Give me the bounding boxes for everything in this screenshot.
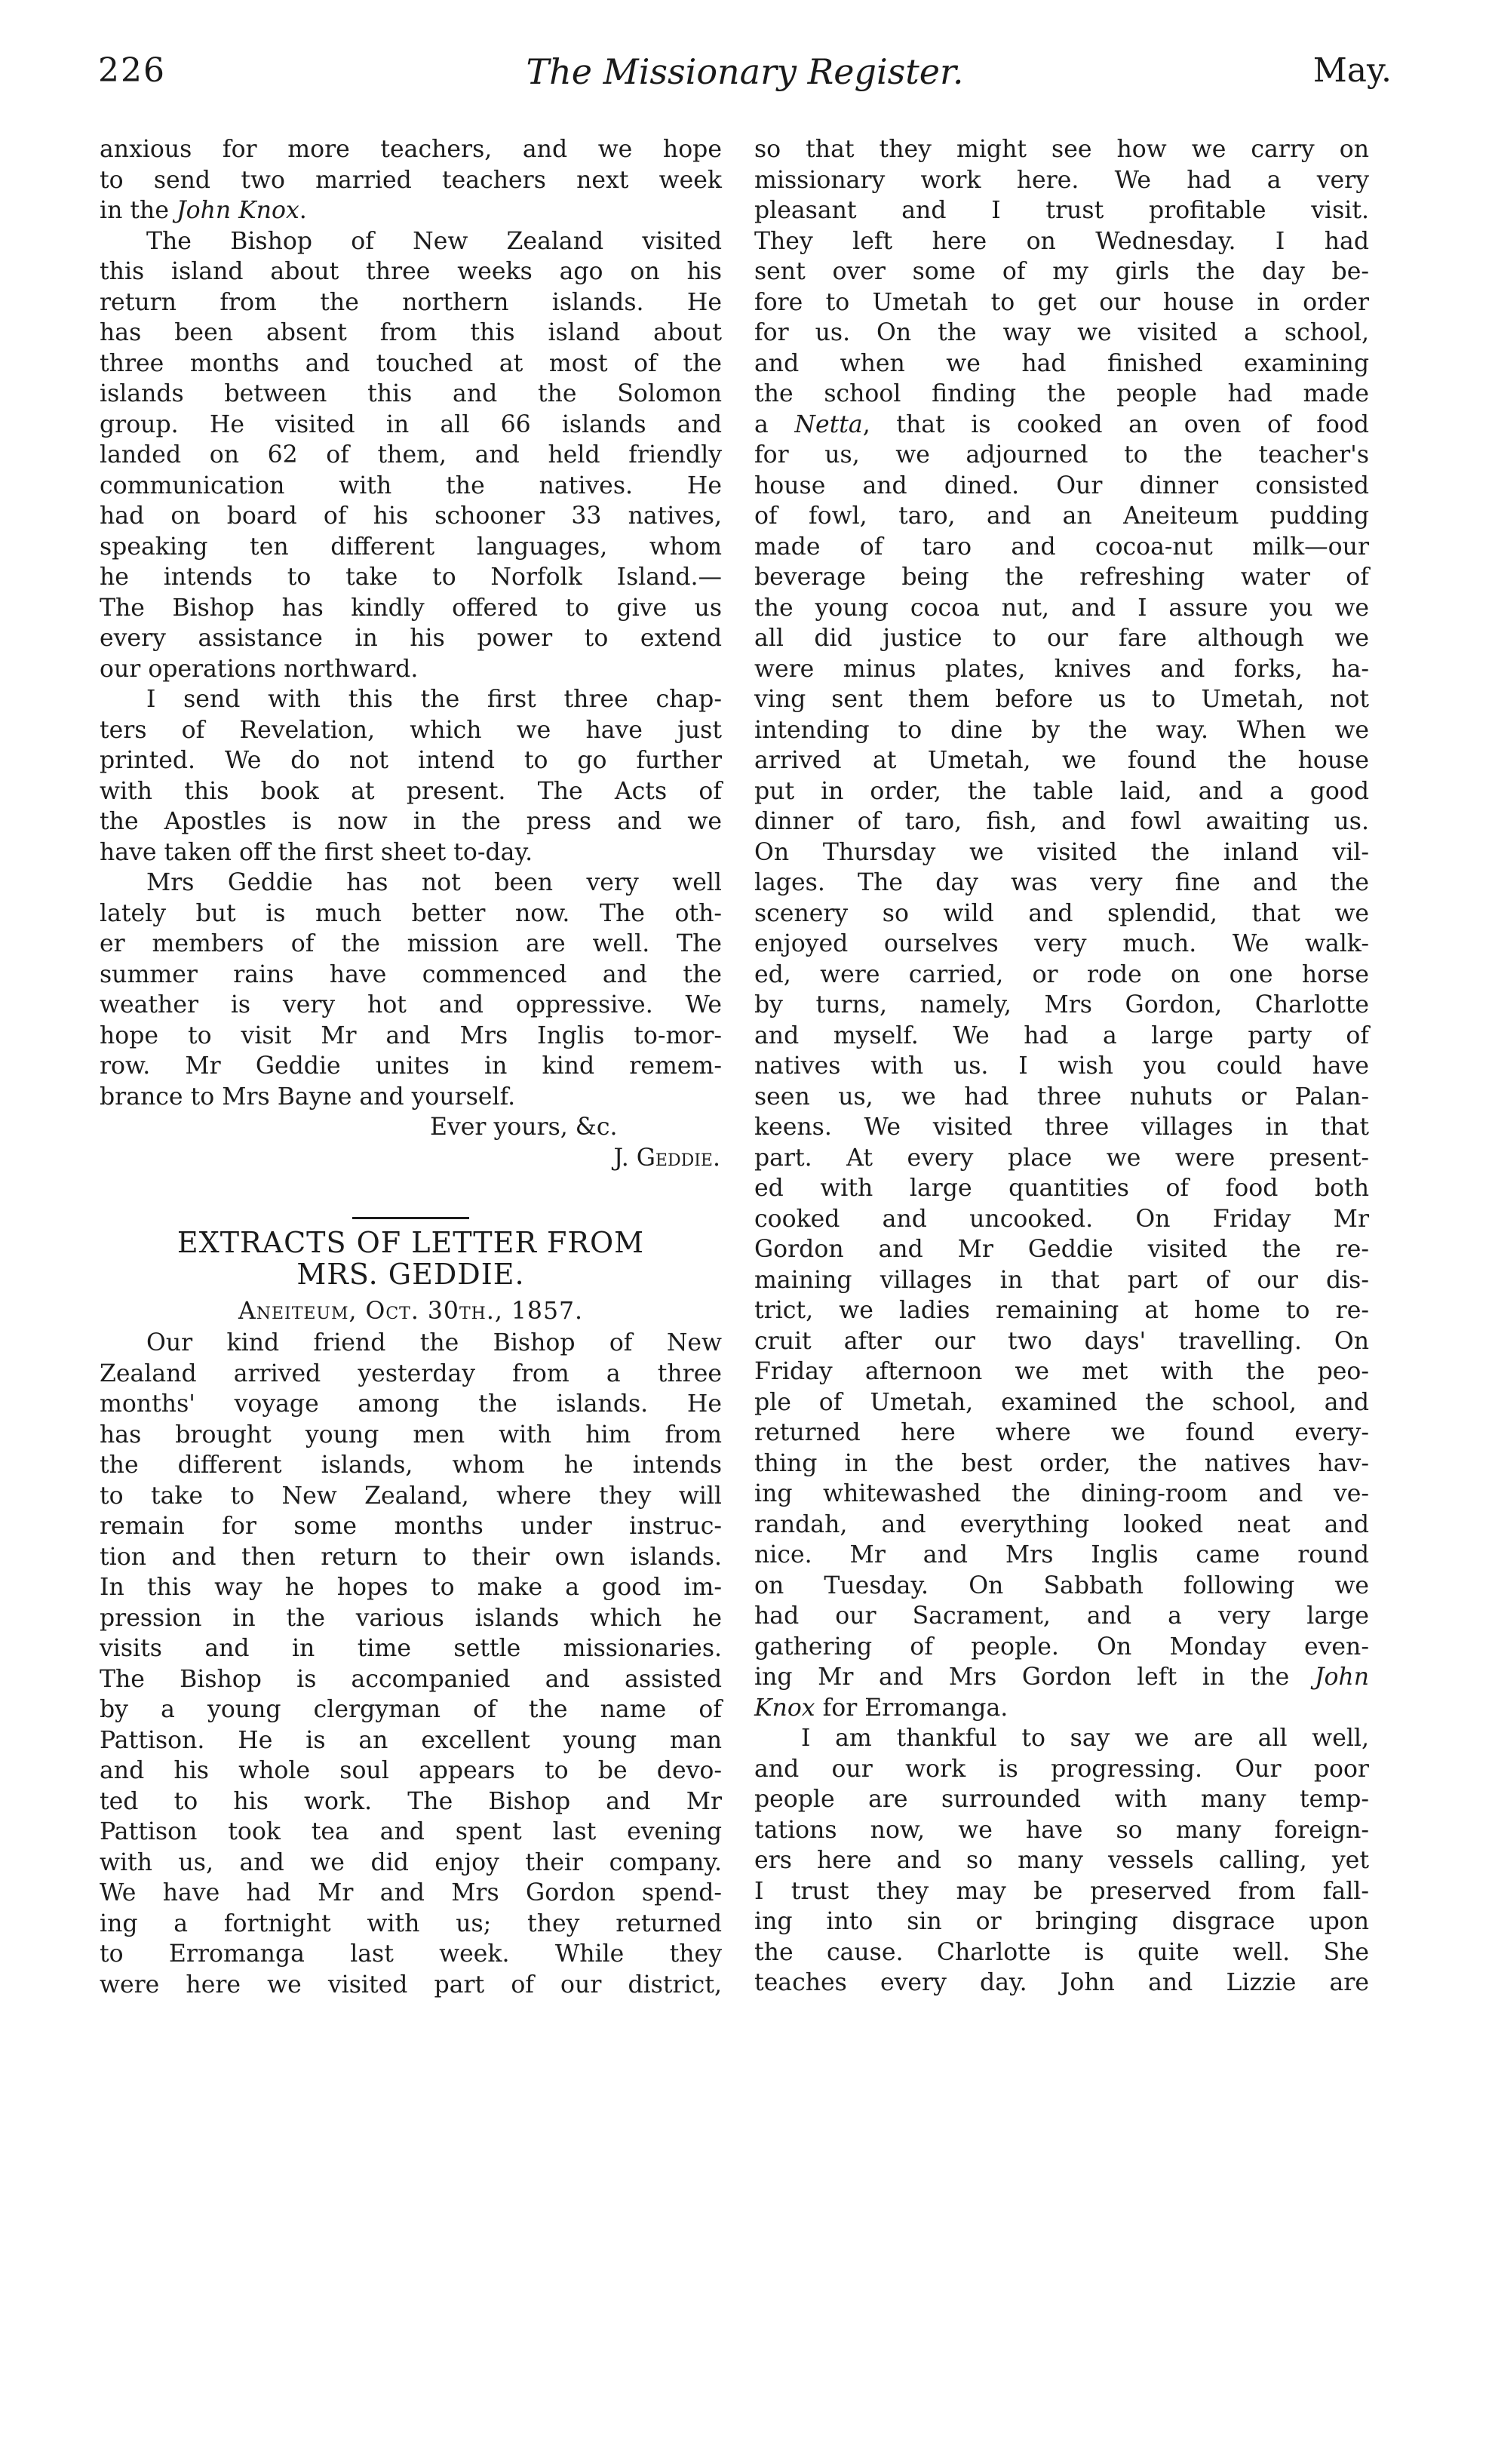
text-line: landed on 62 of them, and held friendly xyxy=(100,441,722,469)
text-line: ters of Revelation, which we have just xyxy=(100,716,722,744)
text-line: and our work is progressing. Our poor xyxy=(754,1755,1369,1783)
text-line: communication with the natives. He xyxy=(100,472,722,499)
text-line: so that they might see how we carry on xyxy=(754,136,1369,163)
text-line: return from the northern islands. He xyxy=(100,288,722,316)
running-head xyxy=(98,51,1392,112)
text-line: Zealand arrived yesterday from a three xyxy=(100,1360,722,1387)
italic-name: Knox xyxy=(754,1694,815,1722)
section-divider xyxy=(352,1217,469,1219)
text-line: lately but is much better now. The oth- xyxy=(100,899,722,927)
text-line: Pattison. He is an excellent young man xyxy=(100,1726,722,1754)
text-line: for us, we adjourned to the teacher's xyxy=(754,441,1369,469)
left-column xyxy=(100,134,722,2000)
article-heading-continued: MRS. GEDDIE. xyxy=(296,1258,525,1291)
text-line: anxious for more teachers, and we hope xyxy=(100,136,722,163)
text-line: trict, we ladies remaining at home to re- xyxy=(754,1297,1369,1324)
text-line: enjoyed ourselves very much. We walk- xyxy=(754,930,1369,957)
text-line: group. He visited in all 66 islands and xyxy=(100,410,722,438)
text-line: has brought young men with him from xyxy=(100,1421,722,1449)
text-line: to take to New Zealand, where they will xyxy=(100,1482,722,1510)
text-line: the young cocoa nut, and I assure you we xyxy=(754,594,1369,622)
text-line: were here we visited part of our district, xyxy=(100,1971,722,1999)
text-line: thing in the best order, the natives hav- xyxy=(754,1449,1369,1477)
letter-signature: J. Geddie. xyxy=(613,1144,720,1172)
text-line: islands between this and the Solomon xyxy=(100,380,722,407)
text-line: he intends to take to Norfolk Island.— xyxy=(100,564,722,591)
text-line: cooked and uncooked. On Friday Mr xyxy=(754,1205,1369,1233)
text-line: lages. The day was very fine and the xyxy=(754,869,1369,896)
italic-name: Netta xyxy=(794,410,863,438)
text-line: In this way he hopes to make a good im- xyxy=(100,1574,722,1601)
text-line: speaking ten different languages, whom xyxy=(100,533,722,561)
text-line: and when we had finished examining xyxy=(754,349,1369,377)
right-column xyxy=(754,134,1369,1999)
text-line: Friday afternoon we met with the peo- xyxy=(754,1358,1369,1385)
text-line: ving sent them before us to Umetah, not xyxy=(754,686,1369,713)
text-line: ing a fortnight with us; they returned xyxy=(100,1909,722,1937)
text-line: part. At every place we were present- xyxy=(754,1144,1369,1172)
letter-closing: Ever yours, &c. xyxy=(430,1114,618,1141)
text-line: fore to Umetah to get our house in order xyxy=(754,288,1369,316)
text-line: missionary work here. We had a very xyxy=(754,166,1369,194)
text-line: I trust they may be preserved from fall- xyxy=(754,1877,1369,1905)
text-line: had our Sacrament, and a very large xyxy=(754,1602,1369,1630)
text-line: the Apostles is now in the press and we xyxy=(100,808,722,835)
text-line: Our kind friend the Bishop of New xyxy=(146,1329,722,1356)
text-line: The Bishop of New Zealand visited xyxy=(146,227,722,255)
text-line: weather is very hot and oppressive. We xyxy=(100,991,722,1018)
text-line: er members of the mission are well. The xyxy=(100,930,722,957)
text-line: sent over some of my girls the day be- xyxy=(754,258,1369,285)
text-line: our operations northward. xyxy=(100,655,419,683)
text-line: and his whole soul appears to be devo- xyxy=(100,1757,722,1784)
text-line: were minus plates, knives and forks, ha- xyxy=(754,655,1369,683)
text-line: and myself. We had a large party of xyxy=(754,1022,1369,1049)
journal-title: The Missionary Register. xyxy=(526,51,964,92)
page-number: 226 xyxy=(98,51,166,90)
text-line: beverage being the refreshing water of xyxy=(754,564,1369,591)
text-line: summer rains have commenced and the xyxy=(100,960,722,988)
text-line: Knox for Erromanga. xyxy=(754,1694,1008,1722)
text-line: to send two married teachers next week xyxy=(100,166,722,194)
article-heading: EXTRACTS OF LETTER FROM xyxy=(177,1226,645,1259)
text-line: seen us, we had three nuhuts or Palan- xyxy=(754,1083,1369,1111)
text-line: every assistance in his power to extend xyxy=(100,625,722,652)
text-line: The Bishop is accompanied and assisted xyxy=(100,1665,722,1693)
text-line: three months and touched at most of the xyxy=(100,349,722,377)
text-line: people are surrounded with many temp- xyxy=(754,1786,1369,1813)
text-line: remain for some months under instruc- xyxy=(100,1513,722,1540)
text-line: put in order, the table laid, and a good xyxy=(754,777,1369,805)
text-line: ing Mr and Mrs Gordon left in the John xyxy=(754,1664,1369,1691)
text-line: tion and then return to their own islands. xyxy=(100,1543,722,1571)
text-line: nice. Mr and Mrs Inglis came round xyxy=(754,1541,1369,1568)
text-line: gathering of people. On Monday even- xyxy=(754,1633,1369,1661)
text-line: visits and in time settle missionaries. xyxy=(100,1635,722,1662)
text-line: ted to his work. The Bishop and Mr xyxy=(100,1787,722,1815)
issue-month: May. xyxy=(1312,51,1392,90)
text-line: made of taro and cocoa-nut milk—our xyxy=(754,533,1369,561)
text-line: tations now, we have so many foreign- xyxy=(754,1816,1369,1844)
text-line: has been absent from this island about xyxy=(100,319,722,346)
text-line: maining villages in that part of our dis- xyxy=(754,1266,1369,1294)
text-line: dinner of taro, fish, and fowl awaiting us. xyxy=(754,808,1369,835)
text-line: had on board of his schooner 33 natives, xyxy=(100,502,722,530)
text-line: We have had Mr and Mrs Gordon spend- xyxy=(100,1879,722,1906)
text-line: scenery so wild and splendid, that we xyxy=(754,899,1369,927)
text-line: natives with us. I wish you could have xyxy=(754,1052,1369,1080)
text-line: ing into sin or bringing disgrace upon xyxy=(754,1908,1369,1935)
italic-name: John xyxy=(1314,1664,1369,1691)
text-line: Gordon and Mr Geddie visited the re- xyxy=(754,1236,1369,1263)
text-line: cruit after our two days' travelling. On xyxy=(754,1327,1369,1355)
text-line: of fowl, taro, and an Aneiteum pudding xyxy=(754,502,1369,530)
text-line: Mrs Geddie has not been very well xyxy=(146,869,722,896)
text-line: pression in the various islands which he xyxy=(100,1604,722,1632)
text-line: row. Mr Geddie unites in kind remem- xyxy=(100,1052,722,1080)
text-line: by turns, namely, Mrs Gordon, Charlotte xyxy=(754,991,1369,1018)
text-line: randah, and everything looked neat and xyxy=(754,1510,1369,1538)
text-line: the school finding the people had made xyxy=(754,380,1369,407)
text-line: house and dined. Our dinner consisted xyxy=(754,472,1369,499)
text-line: teaches every day. John and Lizzie are xyxy=(754,1969,1369,1996)
text-line: a Netta, that is cooked an oven of food xyxy=(754,410,1370,438)
text-line: They left here on Wednesday. I had xyxy=(754,227,1369,255)
text-line: arrived at Umetah, we found the house xyxy=(754,747,1369,774)
text-line: keens. We visited three villages in that xyxy=(754,1114,1369,1141)
article-dateline: Aneiteum, Oct. 30th., 1857. xyxy=(238,1298,584,1325)
text-line: Pattison took tea and spent last evening xyxy=(100,1818,722,1845)
text-line: On Thursday we visited the inland vil- xyxy=(754,838,1369,866)
text-line: the different islands, whom he intends xyxy=(100,1452,722,1479)
text-line: with us, and we did enjoy their company. xyxy=(100,1848,722,1876)
text-line: The Bishop has kindly offered to give us xyxy=(100,594,722,622)
text-line: ed, were carried, or rode on one horse xyxy=(754,960,1369,988)
text-line: on Tuesday. On Sabbath following we xyxy=(754,1571,1369,1599)
text-line: pleasant and I trust profitable visit. xyxy=(754,197,1369,224)
text-line: the cause. Charlotte is quite well. She xyxy=(754,1938,1369,1966)
text-line: I am thankful to say we are all well, xyxy=(801,1725,1369,1752)
text-line: brance to Mrs Bayne and yourself. xyxy=(100,1083,516,1111)
text-line: this island about three weeks ago on his xyxy=(100,258,722,285)
text-line: returned here where we found every- xyxy=(754,1419,1369,1446)
italic-name: John Knox xyxy=(176,197,299,224)
text-line: ple of Umetah, examined the school, and xyxy=(754,1388,1369,1416)
text-line: printed. We do not intend to go further xyxy=(100,747,722,774)
text-line: ers here and so many vessels calling, yet xyxy=(754,1847,1369,1874)
text-line: for us. On the way we visited a school, xyxy=(754,319,1369,346)
text-line: in the John Knox. xyxy=(100,197,307,224)
text-line: ing whitewashed the dining-room and ve- xyxy=(754,1480,1369,1507)
text-line: to Erromanga last week. While they xyxy=(100,1940,722,1968)
text-line: hope to visit Mr and Mrs Inglis to-mor- xyxy=(100,1022,722,1049)
text-line: all did justice to our fare although we xyxy=(754,625,1369,652)
text-line: ed with large quantities of food both xyxy=(754,1175,1369,1202)
text-line: intending to dine by the way. When we xyxy=(754,716,1369,744)
text-line: I send with this the first three chap- xyxy=(146,686,722,713)
text-line: by a young clergyman of the name of xyxy=(100,1696,722,1723)
text-line: have taken off the first sheet to-day. xyxy=(100,838,533,866)
text-line: months' voyage among the islands. He xyxy=(100,1390,722,1418)
text-line: with this book at present. The Acts of xyxy=(100,777,722,805)
